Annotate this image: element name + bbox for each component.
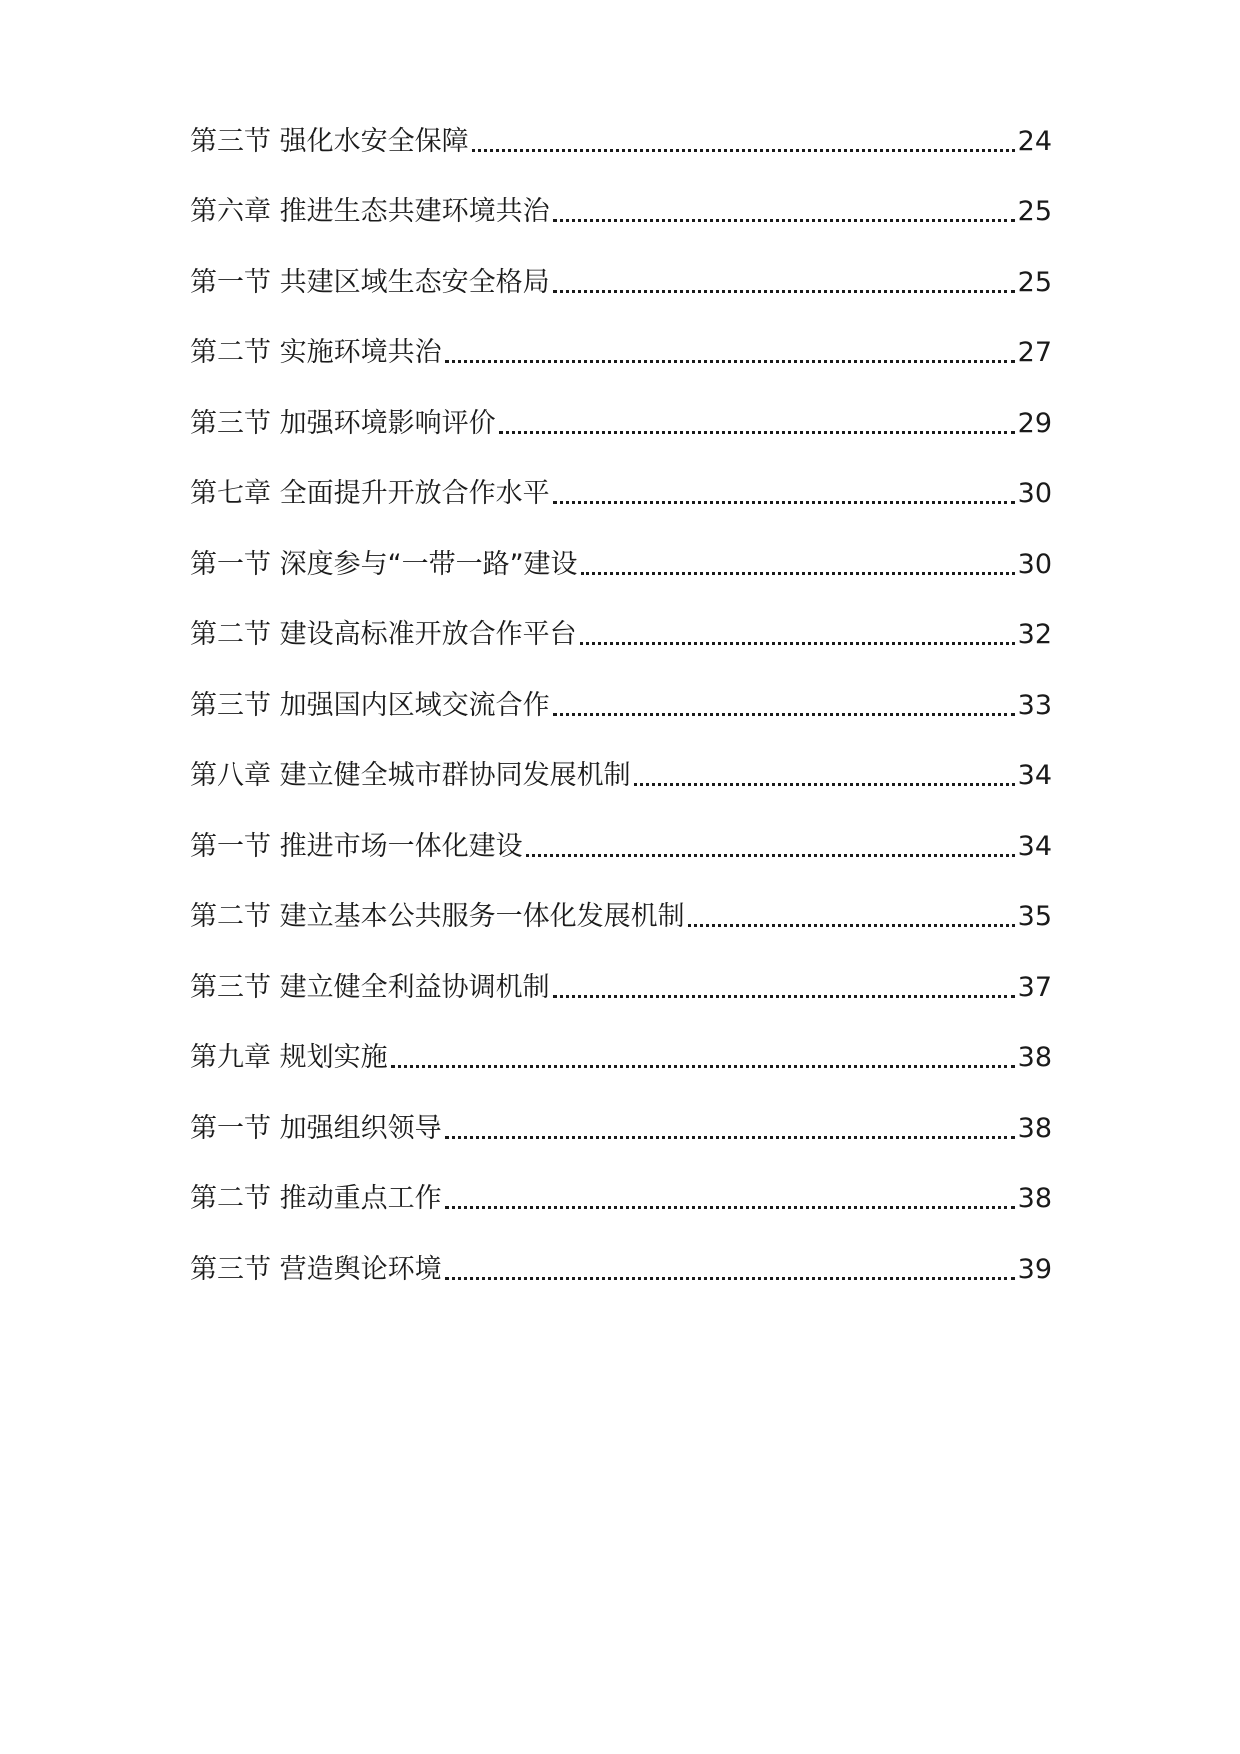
dot-leader xyxy=(553,995,1015,998)
dot-leader xyxy=(391,1065,1015,1068)
toc-entry-title: 第一节 深度参与“一带一路”建设 xyxy=(190,548,578,580)
toc-entry-page-number: 33 xyxy=(1017,689,1052,721)
toc-entry-page-number: 25 xyxy=(1017,196,1052,227)
toc-entry-title: 第七章 全面提升开放合作水平 xyxy=(190,478,550,509)
toc-entry[interactable] xyxy=(190,664,1052,735)
toc-entry[interactable] xyxy=(190,100,1052,171)
toc-entry-title: 第三节 强化水安全保障 xyxy=(190,125,469,157)
toc-entry-title: 第三节 建立健全利益协调机制 xyxy=(190,971,550,1003)
dot-leader xyxy=(553,501,1015,504)
toc-entry-title: 第二节 建立基本公共服务一体化发展机制 xyxy=(190,901,685,932)
dot-leader xyxy=(553,219,1015,222)
dot-leader xyxy=(553,290,1015,293)
toc-entry-title: 第一节 共建区域生态安全格局 xyxy=(190,266,550,298)
toc-entry-title: 第一节 推进市场一体化建设 xyxy=(190,830,523,862)
toc-entry-page-number: 37 xyxy=(1017,971,1052,1003)
toc-entry-page-number: 24 xyxy=(1017,125,1052,157)
toc-entry[interactable] xyxy=(190,876,1052,947)
dot-leader xyxy=(499,431,1015,434)
toc-entry[interactable] xyxy=(190,453,1052,524)
toc-entry[interactable] xyxy=(190,523,1052,594)
dot-leader xyxy=(688,924,1015,927)
table-of-contents xyxy=(190,100,1052,1299)
toc-entry[interactable] xyxy=(190,594,1052,665)
toc-entry[interactable] xyxy=(190,241,1052,312)
toc-entry-page-number: 30 xyxy=(1017,478,1052,509)
toc-entry-page-number: 27 xyxy=(1017,337,1052,368)
toc-entry-title: 第八章 建立健全城市群协同发展机制 xyxy=(190,760,631,791)
dot-leader xyxy=(445,1277,1015,1280)
toc-entry-page-number: 35 xyxy=(1017,901,1052,932)
toc-entry-title: 第三节 加强国内区域交流合作 xyxy=(190,689,550,721)
toc-entry[interactable] xyxy=(190,1017,1052,1088)
dot-leader xyxy=(553,713,1015,716)
toc-entry[interactable] xyxy=(190,312,1052,383)
dot-leader xyxy=(634,783,1015,786)
toc-entry-page-number: 34 xyxy=(1017,830,1052,862)
dot-leader xyxy=(472,149,1015,152)
toc-entry-page-number: 30 xyxy=(1017,548,1052,580)
toc-entry[interactable] xyxy=(190,1158,1052,1229)
toc-entry-page-number: 34 xyxy=(1017,760,1052,791)
dot-leader xyxy=(526,854,1015,857)
toc-entry-page-number: 25 xyxy=(1017,266,1052,298)
toc-entry-title: 第一节 加强组织领导 xyxy=(190,1112,442,1144)
toc-entry-page-number: 32 xyxy=(1017,619,1052,650)
toc-entry-title: 第三节 加强环境影响评价 xyxy=(190,407,496,439)
dot-leader xyxy=(445,1206,1015,1209)
toc-entry[interactable] xyxy=(190,805,1052,876)
dot-leader xyxy=(581,572,1015,575)
toc-entry-page-number: 38 xyxy=(1017,1183,1052,1214)
toc-entry[interactable] xyxy=(190,382,1052,453)
toc-entry[interactable] xyxy=(190,1228,1052,1299)
dot-leader xyxy=(445,360,1015,363)
dot-leader xyxy=(445,1136,1015,1139)
toc-entry[interactable] xyxy=(190,171,1052,242)
toc-entry[interactable] xyxy=(190,1087,1052,1158)
toc-entry-title: 第二节 建设高标准开放合作平台 xyxy=(190,619,577,650)
toc-entry-page-number: 39 xyxy=(1017,1253,1052,1285)
toc-entry-title: 第九章 规划实施 xyxy=(190,1042,388,1073)
toc-entry-title: 第二节 实施环境共治 xyxy=(190,337,442,368)
toc-entry-page-number: 29 xyxy=(1017,407,1052,439)
toc-entry-page-number: 38 xyxy=(1017,1042,1052,1073)
toc-entry-title: 第三节 营造舆论环境 xyxy=(190,1253,442,1285)
dot-leader xyxy=(580,642,1015,645)
toc-entry[interactable] xyxy=(190,946,1052,1017)
toc-entry[interactable] xyxy=(190,735,1052,806)
toc-entry-title: 第六章 推进生态共建环境共治 xyxy=(190,196,550,227)
toc-entry-page-number: 38 xyxy=(1017,1112,1052,1144)
toc-entry-title: 第二节 推动重点工作 xyxy=(190,1183,442,1214)
